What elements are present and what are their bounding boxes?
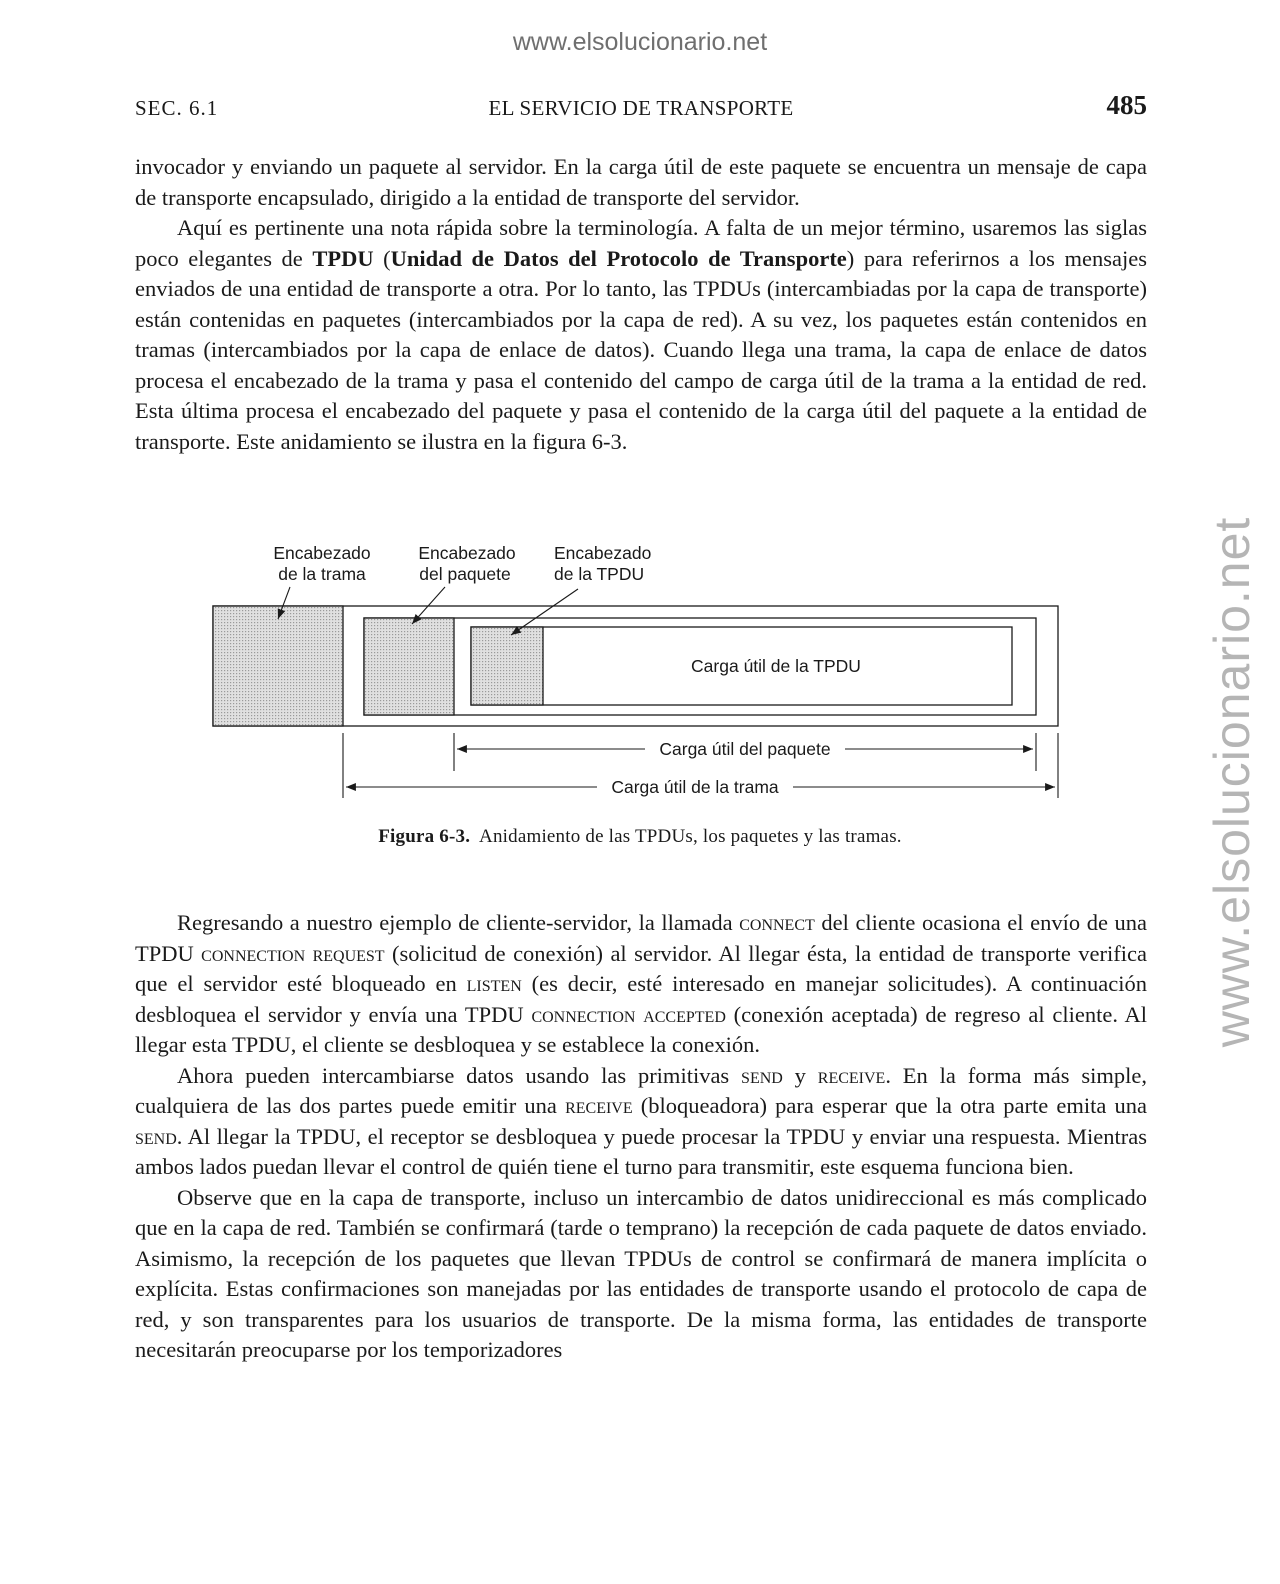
primitive-receive-2: receive	[565, 1093, 633, 1118]
packet-header-box	[364, 618, 454, 715]
caption-text: Anidamiento de las TPDUs, los paquetes y las tramas.	[479, 826, 902, 847]
frame-header-label-2: de la trama	[278, 564, 366, 584]
paragraph-4: Ahora pueden intercambiarse datos usando las primitivas send y receive. En la forma más simple, cualquiera de las dos partes puede emitir una receive (bloqueadora) para esperar que la otra parte emita una send. Al llegar la TPDU, el receptor se desbloquea y puede procesar la TPDU y enviar una respuesta. Mientras ambos lados puedan llevar el control de quién tiene el turno para transmitir, este esquema funciona bien.	[135, 1062, 1148, 1179]
text-block-top	[135, 152, 1147, 457]
term-tpdu-expansion: Unidad de Datos del Protocolo de Transporte	[390, 245, 847, 271]
tpdu-connection-accepted: connection accepted	[531, 1001, 726, 1027]
figure-caption	[0, 826, 1280, 848]
figure-6-3	[200, 535, 1080, 815]
page-number: 485	[1106, 90, 1147, 120]
packet-payload-label: Carga útil del paquete	[659, 739, 831, 759]
packet-header-label-2: del paquete	[419, 564, 511, 584]
paragraph-5: Observe que en la capa de transporte, incluso un intercambio de datos unidireccional es más complicado que en la capa de red. También se confirmará (tarde o temprano) la recepción de cada paquete de datos enviado. Asimismo, la recepción de los paquetes que llevan TPDUs de control se confirmará de manera implícita o explícita. Estas confirmaciones son manejadas por las entidades de transporte usando el protocolo de capa de red, y son transparentes para los usuarios de transporte. De la misma forma, las entidades de transporte necesitarán preocuparse por los temporizadores	[135, 1184, 1147, 1362]
watermark-top: www.elsolucionario.net	[512, 28, 768, 56]
frame-payload-label: Carga útil de la trama	[611, 777, 779, 797]
tpdu-header-label: Encabezado	[554, 543, 652, 563]
packet-header-label: Encabezado	[418, 543, 516, 563]
primitive-receive: receive	[817, 1062, 886, 1088]
frame-header-box	[213, 606, 343, 726]
tpdu-header-label-2: de la TPDU	[554, 564, 645, 584]
term-tpdu: TPDU	[312, 245, 374, 271]
paragraph-2: Aquí es pertinente una nota rápida sobre la terminología. A falta de un mejor término, usaremos las siglas poco elegantes de TPDU (Unidad de Datos del Protocolo de Transporte) para referirnos a los mensajes enviados de una entidad de transporte a otra. Por lo tanto, las TPDUs (intercambiadas por la capa de transporte) están contenidas en paquetes (intercambiados por la capa de red). A su vez, los paquetes están contenidos en tramas (intercambiados por la capa de enlace de datos). Cuando llega una trama, la capa de enlace de datos procesa el encabezado de la trama y pasa el contenido del campo de carga útil de la trama a la entidad de red. Esta última procesa el encabezado del paquete y pasa el contenido de la carga útil del paquete a la entidad de transporte. Este anidamiento se ilustra en la figura 6-3.	[135, 215, 1147, 454]
primitive-send-2: send	[135, 1123, 177, 1149]
running-head	[135, 90, 1147, 126]
tpdu-payload-label: Carga útil de la TPDU	[691, 656, 861, 676]
chapter-title: EL SERVICIO DE TRANSPORTE	[488, 96, 794, 120]
tpdu-header-box	[471, 627, 543, 705]
text-block-bottom	[135, 908, 1147, 1366]
watermark-side: www.elsolucionario.net	[1204, 516, 1260, 1048]
section-number: SEC. 6.1	[135, 96, 219, 120]
primitive-connect: connect	[739, 910, 815, 935]
primitive-send: send	[741, 1062, 783, 1088]
tpdu-connection-request: connection request	[201, 940, 385, 966]
primitive-listen: listen	[466, 971, 522, 996]
caption-label: Figura 6-3.	[378, 826, 471, 847]
frame-header-label: Encabezado	[273, 543, 371, 563]
paragraph-1: invocador y enviando un paquete al servidor. En la carga útil de este paquete se encuentra un mensaje de capa de transporte encapsulado, dirigido a la entidad de transporte del servidor.	[135, 154, 1147, 210]
paragraph-3: Regresando a nuestro ejemplo de cliente-servidor, la llamada connect del cliente ocasiona el envío de una TPDU connection request (solicitud de conexión) al servidor. Al llegar ésta, la entidad de transporte verifica que el servidor esté bloqueado en listen (es decir, esté interesado en manejar solicitudes). A continuación desbloquea el servidor y envía una TPDU connection accepted (conexión aceptada) de regreso al cliente. Al llegar esta TPDU, el cliente se desbloquea y se establece la conexión.	[135, 910, 1148, 1057]
